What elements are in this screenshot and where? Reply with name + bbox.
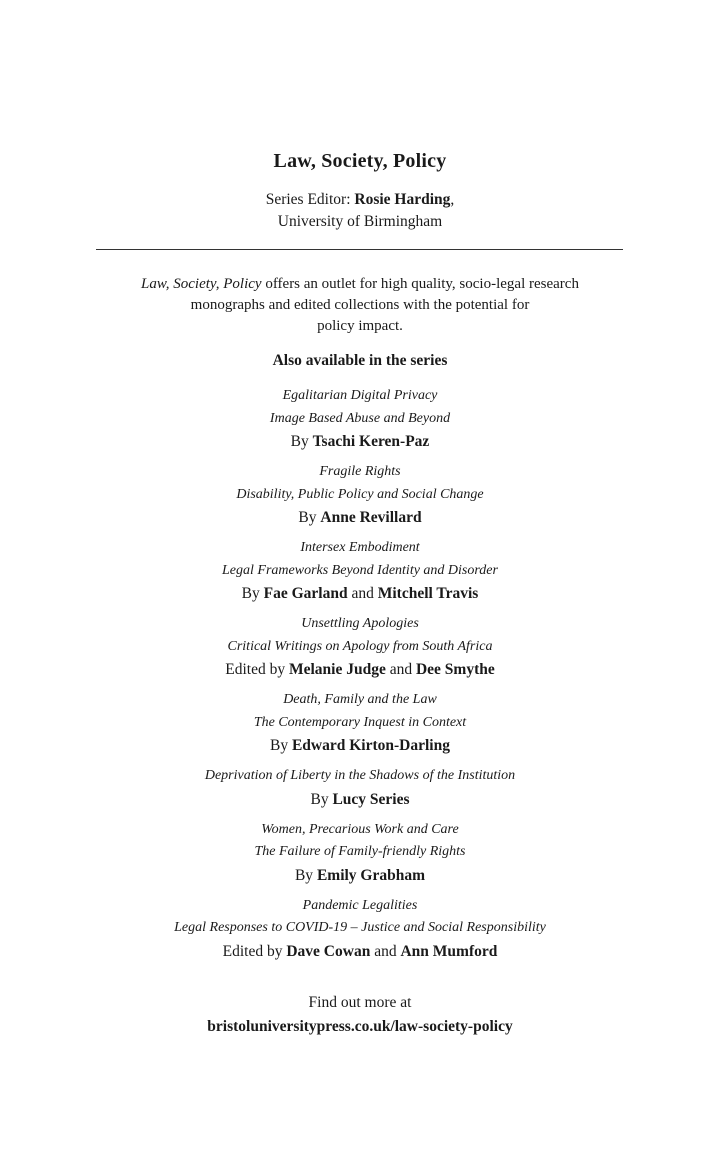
book-author-name: Dave Cowan: [286, 942, 371, 960]
description-line-1: [100, 274, 620, 295]
book-author-prefix: Edited by: [222, 942, 287, 960]
book-subtitle: Disability, Public Policy and Social Change: [236, 486, 484, 502]
divider-rule: [96, 249, 623, 250]
series-editor-suffix: ,: [450, 191, 455, 208]
book-entry: [0, 613, 720, 681]
book-author-name: Mitchell Travis: [377, 585, 479, 602]
book-title: Deprivation of Liberty in the Shadows of the Institution: [204, 768, 516, 783]
description-line-3: policy impact.: [317, 318, 403, 334]
series-editor: [0, 189, 720, 233]
series-description: [100, 274, 620, 337]
book-author-name: Melanie Judge: [288, 661, 386, 678]
book-entry: [0, 765, 720, 811]
series-editor-line: [0, 189, 720, 211]
book-subtitle: The Failure of Family-friendly Rights: [254, 844, 466, 859]
book-author-prefix: By: [298, 509, 321, 526]
book-entry: [0, 689, 720, 757]
book-list: [0, 385, 720, 971]
book-author-prefix: By: [290, 433, 313, 450]
book-author-prefix: By: [310, 790, 333, 808]
book-author-joiner: and: [347, 585, 378, 602]
book-author-name: Anne Revillard: [320, 509, 422, 526]
series-editor-affiliation: University of Birmingham: [277, 213, 443, 230]
book-author-name: Lucy Series: [332, 790, 410, 808]
book-authors: [0, 430, 720, 453]
book-author-name: Fae Garland: [263, 585, 348, 602]
book-author-name: Emily Grabham: [316, 866, 426, 884]
book-subtitle: The Contemporary Inquest in Context: [253, 714, 467, 730]
series-editor-name: Rosie Harding: [354, 191, 451, 208]
book-entry: [0, 537, 720, 605]
book-title: Intersex Embodiment: [300, 540, 420, 555]
book-author-prefix: Edited by: [225, 661, 289, 678]
book-author-name: Dee Smythe: [415, 661, 495, 678]
book-author-name: Tsachi Keren-Paz: [312, 433, 430, 450]
book-title: Death, Family and the Law: [283, 692, 437, 707]
book-authors: [0, 940, 720, 963]
book-author-prefix: By: [241, 585, 264, 602]
book-entry: [0, 895, 720, 963]
find-out-more: [0, 991, 720, 1039]
description-line-1-rest: offers an outlet for high quality, socio-legal research: [261, 276, 579, 292]
book-author-prefix: By: [294, 866, 317, 884]
series-editor-prefix: Series Editor:: [265, 191, 355, 208]
book-author-name: Ann Mumford: [400, 942, 498, 960]
book-authors: [0, 788, 720, 811]
series-title: Law, Society, Policy: [273, 150, 447, 172]
book-entry: [0, 819, 720, 887]
book-subtitle: Legal Responses to COVID-19 – Justice and Social Responsibility: [174, 920, 546, 935]
book-author-joiner: and: [370, 942, 401, 960]
book-authors: [0, 864, 720, 887]
book-title: Fragile Rights: [319, 464, 401, 479]
book-entry: [0, 385, 720, 453]
description-series-name: Law, Society, Policy: [141, 276, 262, 292]
book-title: Pandemic Legalities: [302, 897, 418, 913]
description-line-2: monographs and edited collections with the potential for: [190, 297, 530, 313]
book-title: Egalitarian Digital Privacy: [282, 388, 438, 403]
book-authors: [0, 582, 720, 605]
book-title: Unsettling Apologies: [301, 616, 419, 631]
book-subtitle: Image Based Abuse and Beyond: [269, 410, 451, 426]
find-out-more-label: Find out more at: [308, 994, 412, 1011]
book-title: Women, Precarious Work and Care: [261, 821, 459, 837]
book-author-prefix: By: [270, 737, 292, 754]
book-author-name: Edward Kirton-Darling: [291, 737, 450, 754]
book-authors: [0, 506, 720, 529]
book-authors: [0, 658, 720, 681]
book-subtitle: Legal Frameworks Beyond Identity and Disorder: [222, 562, 498, 578]
book-authors: [0, 734, 720, 757]
also-available-heading: Also available in the series: [272, 352, 448, 369]
book-entry: [0, 461, 720, 529]
series-url-link[interactable]: bristoluniversitypress.co.uk/law-society-policy: [207, 1018, 513, 1035]
book-subtitle: Critical Writings on Apology from South Africa: [227, 638, 493, 654]
book-author-joiner: and: [385, 661, 416, 678]
